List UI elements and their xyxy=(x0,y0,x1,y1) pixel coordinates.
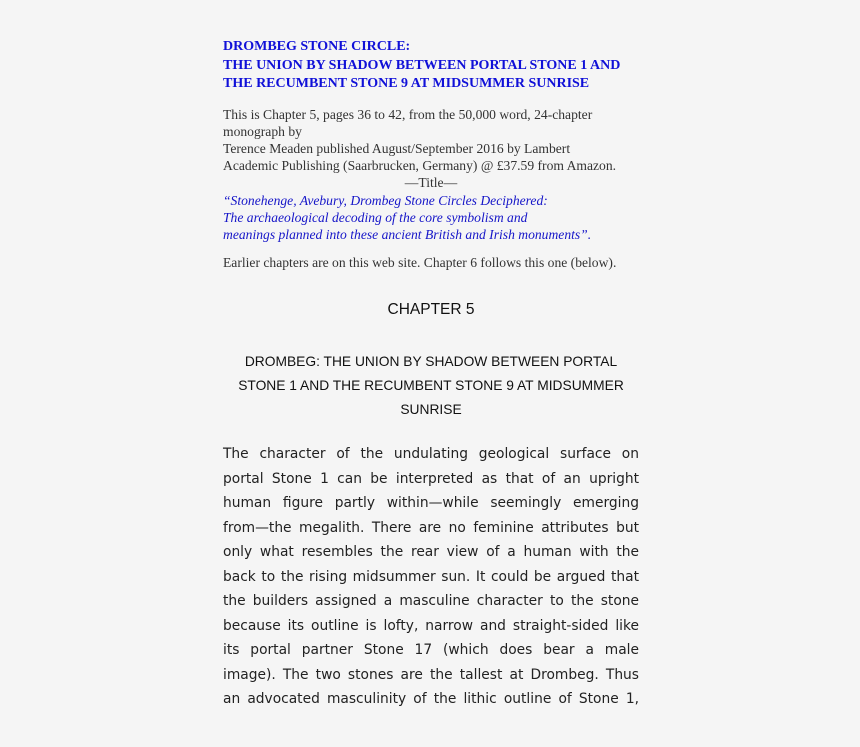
intro-paragraph xyxy=(223,106,639,244)
body-line: back to the rising midsummer sun. It could be argued that xyxy=(223,568,639,585)
chapter-heading: CHAPTER 5 xyxy=(387,301,475,319)
title-marker: —Title— xyxy=(404,175,458,191)
body-line: human figure partly within—while seemingly emerging xyxy=(223,495,639,512)
intro-line-2: monograph by xyxy=(223,123,302,139)
body-line: because its outline is lofty, narrow and straight-sided like xyxy=(223,617,639,634)
intro-line-3: Terence Meaden published August/September 2016 by Lambert xyxy=(223,140,571,156)
body-line: its portal partner Stone 17 (which does bear a male xyxy=(223,642,639,659)
body-paragraph xyxy=(223,442,639,712)
title-line-2: THE UNION BY SHADOW BETWEEN PORTAL STONE 1 AND xyxy=(223,57,621,73)
body-line: an advocated masculinity of the lithic outline of Stone 1, xyxy=(223,691,639,708)
body-line: the builders assigned a masculine character to the stone xyxy=(223,593,639,610)
document-title xyxy=(223,38,639,94)
intro-line-4: Academic Publishing (Saarbrucken, Germany) @ £37.59 from Amazon. xyxy=(223,158,617,174)
intro-line-1: This is Chapter 5, pages 36 to 42, from the 50,000 word, 24-chapter xyxy=(223,106,593,122)
subtitle-line-1: DROMBEG: THE UNION BY SHADOW BETWEEN PORTAL xyxy=(244,354,618,370)
title-line-3: THE RECUMBENT STONE 9 AT MIDSUMMER SUNRISE xyxy=(223,76,590,91)
subtitle-line-3: SUNRISE xyxy=(400,402,462,418)
book-title-line-2: The archaeological decoding of the core symbolism and xyxy=(223,209,528,225)
book-title-line-1: “Stonehenge, Avebury, Drombeg Stone Circles Deciphered: xyxy=(223,192,548,208)
chapter-subtitle xyxy=(223,350,639,422)
subtitle-line-2: STONE 1 AND THE RECUMBENT STONE 9 AT MIDSUMMER xyxy=(238,378,624,394)
body-line: portal Stone 1 can be interpreted as that of an upright xyxy=(223,470,639,487)
title-line-1: DROMBEG STONE CIRCLE: xyxy=(223,39,411,54)
book-title-line-3: meanings planned into these ancient British and Irish monuments”. xyxy=(223,226,592,242)
body-line: The character of the undulating geological surface on xyxy=(223,446,639,463)
body-line: only what resembles the rear view of a human with the xyxy=(223,544,639,561)
body-line: image). The two stones are the tallest at Drombeg. Thus xyxy=(223,666,639,683)
document-page xyxy=(223,38,639,712)
earlier-chapters-note: Earlier chapters are on this web site. Chapter 6 follows this one (below). xyxy=(223,255,617,271)
body-line: from—the megalith. There are no feminine attributes but xyxy=(223,519,639,536)
